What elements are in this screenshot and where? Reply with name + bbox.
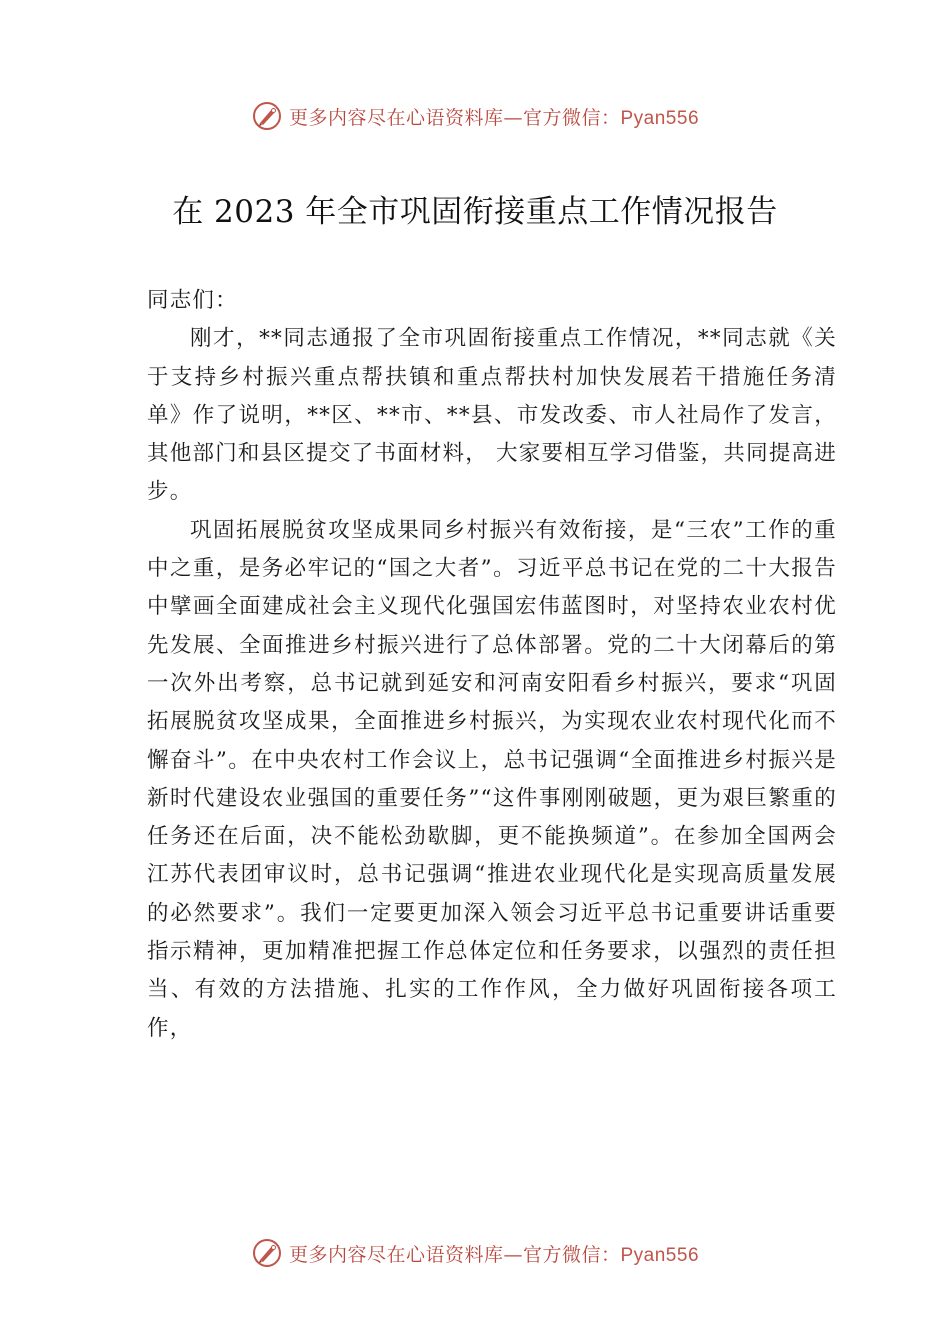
document-body — [147, 282, 837, 1048]
header-wechat-id: Pyan556 — [620, 107, 700, 129]
header-banner-text: 更多内容尽在心语资料库—官方微信：Pyan556 — [288, 106, 700, 129]
paragraph-1: 刚才，**同志通报了全市巩固衔接重点工作情况，**同志就《关于支持乡村振兴重点帮扶镇和重点帮扶村加快发展若干措施任务清单》作了说明，**区、**市、**县、市发改委、市人社局作了发言，其他部门和县区提交了书面材料， 大家要相互学习借鉴，共同提高进步。 — [147, 326, 837, 505]
footer-banner-text: 更多内容尽在心语资料库—官方微信：Pyan556 — [288, 1243, 700, 1266]
pen-logo-icon — [251, 1237, 283, 1269]
footer-banner — [0, 1233, 950, 1273]
footer-wechat-id: Pyan556 — [620, 1244, 700, 1266]
pen-logo-icon — [251, 100, 283, 132]
salutation: 同志们： — [147, 288, 238, 313]
document-title: 在 2023 年全市巩固衔接重点工作情况报告 — [172, 194, 778, 230]
header-banner — [0, 96, 950, 136]
paragraph-2: 巩固拓展脱贫攻坚成果同乡村振兴有效衔接，是“三农”工作的重中之重，是务必牢记的“国之大者”。习近平总书记在党的二十大报告中擘画全面建成社会主义现代化强国宏伟蓝图时，对坚持农业农村优先发展、全面推进乡村振兴进行了总体部署。党的二十大闭幕后的第一次外出考察，总书记就到延安和河南安阳看乡村振兴，要求“巩固拓展脱贫攻坚成果，全面推进乡村振兴，为实现农业农村现代化而不懈奋斗”。在中央农村工作会议上，总书记强调“全面推进乡村振兴是新时代建设农业强国的重要任务”“这件事刚刚破题，更为艰巨繁重的任务还在后面，决不能松劲歇脚，更不能换频道”。在参加全国两会江苏代表团审议时，总书记强调“推进农业现代化是实现高质量发展的必然要求”。我们一定要更加深入领会习近平总书记重要讲话重要指示精神，更加精准把握工作总体定位和任务要求，以强烈的责任担当、有效的方法措施、扎实的工作作风，全力做好巩固衔接各项工作， — [147, 517, 837, 1041]
